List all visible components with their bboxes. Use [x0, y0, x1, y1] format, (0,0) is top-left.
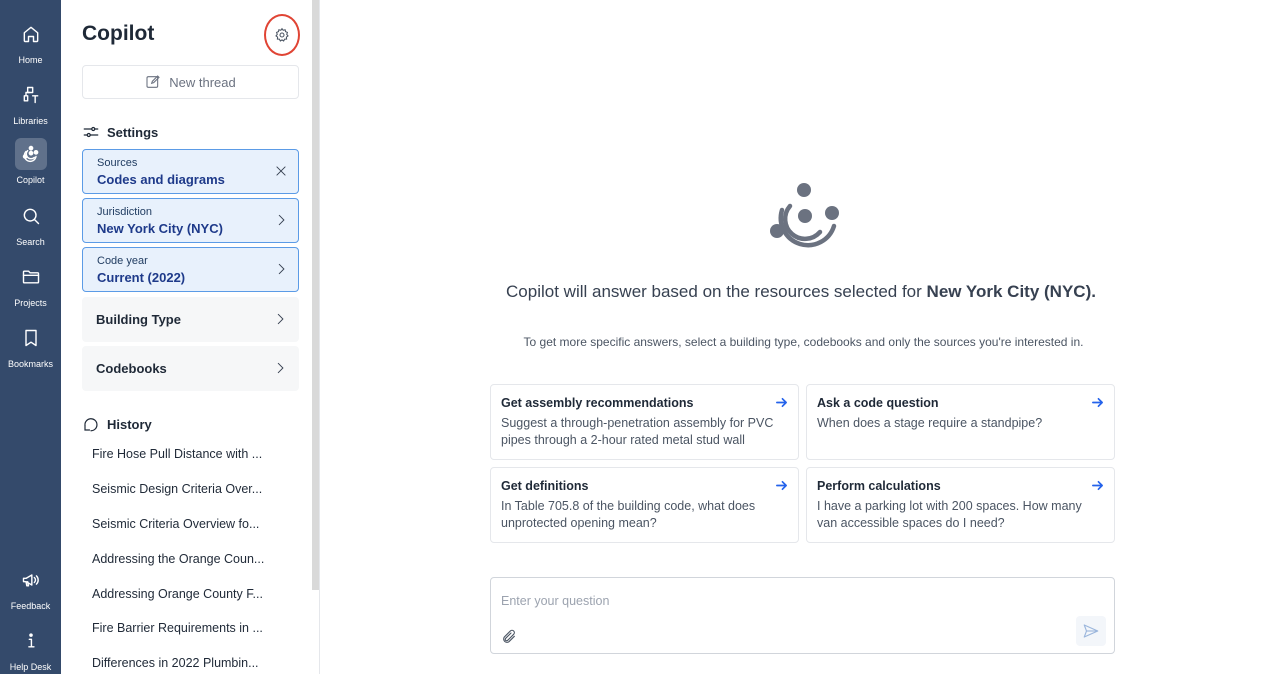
paperclip-icon — [501, 629, 517, 645]
sources-chip[interactable] — [82, 149, 299, 194]
megaphone-icon — [15, 564, 47, 596]
new-thread-label: New thread — [169, 74, 236, 90]
panel-scrollbar[interactable] — [312, 0, 319, 590]
sources-label: Sources — [97, 157, 138, 169]
jurisdiction-label: Jurisdiction — [97, 206, 153, 218]
rail-item-label: Bookmarks — [7, 359, 53, 369]
home-icon — [15, 18, 47, 50]
settings-button[interactable] — [264, 14, 300, 56]
chevron-right-icon — [273, 312, 287, 331]
attach-button[interactable] — [501, 629, 517, 645]
headline-text: Copilot will answer based on the resources selected for — [506, 282, 922, 301]
rail-item-feedback[interactable] — [0, 564, 61, 622]
search-icon — [15, 200, 47, 232]
history-icon — [82, 415, 100, 433]
building-type-label: Building Type — [96, 312, 181, 327]
suggestion-card-code-question[interactable] — [806, 384, 1115, 460]
left-rail — [0, 0, 61, 674]
edit-icon — [145, 74, 161, 90]
arrow-right-icon — [1091, 396, 1104, 414]
jurisdiction-chip[interactable] — [82, 198, 299, 243]
copilot-logo-icon — [768, 180, 844, 254]
card-title: Get definitions — [501, 479, 589, 493]
rail-item-help-desk[interactable] — [0, 625, 61, 683]
rail-item-bookmarks[interactable] — [0, 322, 61, 380]
gear-icon — [274, 27, 290, 43]
history-item[interactable]: Seismic Criteria Overview fo... — [92, 517, 260, 531]
arrow-right-icon — [1091, 479, 1104, 497]
sliders-icon — [82, 123, 100, 141]
panel-title: Copilot — [82, 22, 155, 45]
suggestion-card-calculations[interactable] — [806, 467, 1115, 543]
folder-icon — [15, 261, 47, 293]
rail-item-label: Search — [16, 237, 45, 247]
rail-item-copilot[interactable] — [0, 138, 61, 196]
code-year-chip[interactable] — [82, 247, 299, 292]
rail-item-label: Home — [18, 55, 43, 65]
card-description: I have a parking lot with 200 spaces. How many van accessible spaces do I need? — [817, 499, 1082, 530]
codebooks-label: Codebooks — [96, 361, 167, 376]
card-description: In Table 705.8 of the building code, what does unprotected opening mean? — [501, 499, 756, 530]
building-type-item[interactable] — [82, 297, 299, 342]
rail-item-libraries[interactable] — [0, 79, 61, 137]
chevron-right-icon — [274, 213, 288, 229]
headline-jurisdiction: New York City (NYC). — [926, 282, 1096, 301]
card-title: Get assembly recommendations — [501, 396, 694, 410]
history-item[interactable]: Fire Barrier Requirements in ... — [92, 621, 263, 635]
new-thread-button[interactable] — [82, 65, 299, 99]
info-icon — [15, 625, 47, 657]
settings-heading-label: Settings — [107, 124, 159, 140]
sources-value: Codes and diagrams — [97, 172, 225, 187]
codebooks-item[interactable] — [82, 346, 299, 391]
rail-item-label: Feedback — [10, 601, 51, 611]
close-icon — [274, 164, 288, 178]
main-content — [320, 0, 1285, 674]
code-year-value: Current (2022) — [97, 270, 186, 285]
card-title: Perform calculations — [817, 479, 941, 493]
chevron-right-icon — [274, 262, 288, 278]
copilot-headline — [490, 280, 1112, 303]
jurisdiction-value: New York City (NYC) — [97, 221, 223, 236]
history-item[interactable]: Fire Hose Pull Distance with ... — [92, 447, 263, 461]
arrow-right-icon — [775, 479, 788, 497]
send-button[interactable] — [1076, 616, 1106, 646]
send-icon — [1082, 622, 1100, 640]
rail-item-home[interactable] — [0, 18, 61, 76]
card-title: Ask a code question — [817, 396, 939, 410]
history-item[interactable]: Addressing the Orange Coun... — [92, 552, 265, 566]
copilot-subline: To get more specific answers, select a building type, codebooks and only the sources you're interested in. — [523, 335, 1084, 349]
card-description: When does a stage require a standpipe? — [817, 416, 1043, 430]
history-item[interactable]: Seismic Design Criteria Over... — [92, 482, 263, 496]
history-item[interactable]: Addressing Orange County F... — [92, 587, 263, 601]
history-heading-label: History — [107, 416, 152, 432]
rail-item-label: Help Desk — [9, 662, 52, 672]
copilot-icon — [15, 138, 47, 170]
libraries-icon — [15, 79, 47, 111]
history-item[interactable]: Differences in 2022 Plumbin... — [92, 656, 259, 670]
rail-item-label: Libraries — [13, 116, 48, 126]
rail-item-label: Projects — [14, 298, 47, 308]
rail-item-projects[interactable] — [0, 261, 61, 319]
settings-heading — [82, 123, 158, 141]
code-year-label: Code year — [97, 255, 148, 267]
chevron-right-icon — [273, 361, 287, 380]
question-box — [490, 577, 1115, 654]
card-description: Suggest a through-penetration assembly for PVC pipes through a 2-hour rated metal stud wall — [501, 416, 774, 447]
copilot-side-panel — [61, 0, 312, 674]
suggestion-card-definitions[interactable] — [490, 467, 799, 543]
rail-item-label: Copilot — [16, 175, 45, 185]
history-heading — [82, 415, 152, 433]
rail-item-search[interactable] — [0, 200, 61, 258]
clear-sources-button[interactable] — [274, 164, 288, 180]
question-input[interactable] — [501, 592, 1061, 610]
suggestion-card-assembly[interactable] — [490, 384, 799, 460]
bookmark-icon — [15, 322, 47, 354]
arrow-right-icon — [775, 396, 788, 414]
